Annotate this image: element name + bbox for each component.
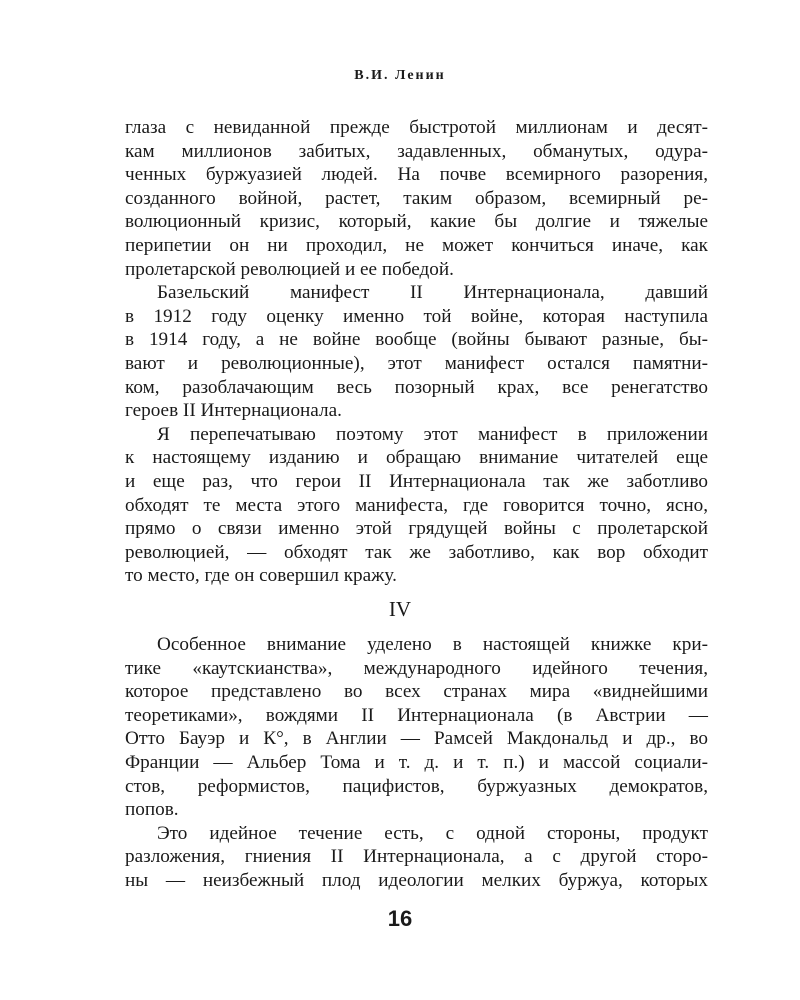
page-number: 16 — [387, 906, 413, 931]
text-line: обходят те места этого манифеста, где говорится точно, ясно, — [125, 494, 708, 516]
running-title: В.И. Ленин — [354, 68, 446, 83]
text-line: стов, реформистов, пацифистов, буржуазных демократов, — [125, 775, 708, 797]
text-line: Франции — Альбер Тома и т. д. и т. п.) и массой социали- — [125, 751, 708, 773]
text-block-top — [125, 116, 708, 588]
text-line: волюционный кризис, который, какие бы долгие и тяжелые — [125, 211, 708, 233]
text-line: революцией, — обходят так же заботливо, как вор обходит — [125, 541, 708, 563]
text-line: прямо о связи именно этой грядущей войны с пролетарской — [125, 518, 708, 540]
text-block-bottom — [125, 633, 708, 893]
text-line: Особенное внимание уделено в настоящей книжке кри- — [157, 634, 708, 655]
text-line: вают и революционные), этот манифест остался памятни- — [125, 352, 708, 374]
text-line: то место, где он совершил кражу. — [125, 565, 397, 587]
text-line: перипетии он ни проходил, не может кончиться иначе, как — [125, 234, 708, 256]
text-line: теоретиками», вождями II Интернационала (в Австрии — — [125, 704, 708, 726]
text-line: к настоящему изданию и обращаю внимание читателей еще — [125, 447, 708, 469]
text-line: героев II Интернационала. — [125, 400, 342, 422]
text-line: Базельский манифест II Интернационала, давший — [157, 282, 708, 304]
text-line: тике «каутскианства», международного идейного течения, — [125, 657, 708, 679]
text-line: кам миллионов забитых, задавленных, обманутых, одура- — [125, 140, 708, 162]
text-line: которое представлено во всех странах мира «виднейшими — [125, 681, 708, 703]
text-line: Это идейное течение есть, с одной стороны, продукт — [157, 822, 708, 844]
text-line: попов. — [125, 799, 179, 821]
text-line: пролетарской революцией и ее победой. — [125, 258, 454, 280]
text-line: Отто Бауэр и К°, в Англии — Рамсей Макдональд и др., во — [125, 728, 708, 750]
text-line: ны — неизбежный плод идеологии мелких буржуа, которых — [125, 869, 708, 891]
section-heading: IV — [388, 597, 412, 621]
text-line: ком, разоблачающим весь позорный крах, все ренегатство — [125, 376, 708, 398]
text-line: глаза с невиданной прежде быстротой миллионам и десят- — [125, 117, 708, 138]
text-line: созданного войной, растет, таким образом, всемирный ре- — [125, 187, 708, 209]
text-line: разложения, гниения II Интернационала, а с другой сторо- — [125, 846, 708, 868]
text-line: в 1914 году, а не войне вообще (войны бывают разные, бы- — [125, 329, 708, 351]
text-line: в 1912 году оценку именно той войне, которая наступила — [125, 305, 708, 327]
text-line: ченных буржуазией людей. На почве всемирного разорения, — [125, 164, 708, 186]
text-line: Я перепечатываю поэтому этот манифест в приложении — [157, 423, 708, 445]
text-line: и еще раз, что герои II Интернационала так же заботливо — [125, 470, 708, 492]
